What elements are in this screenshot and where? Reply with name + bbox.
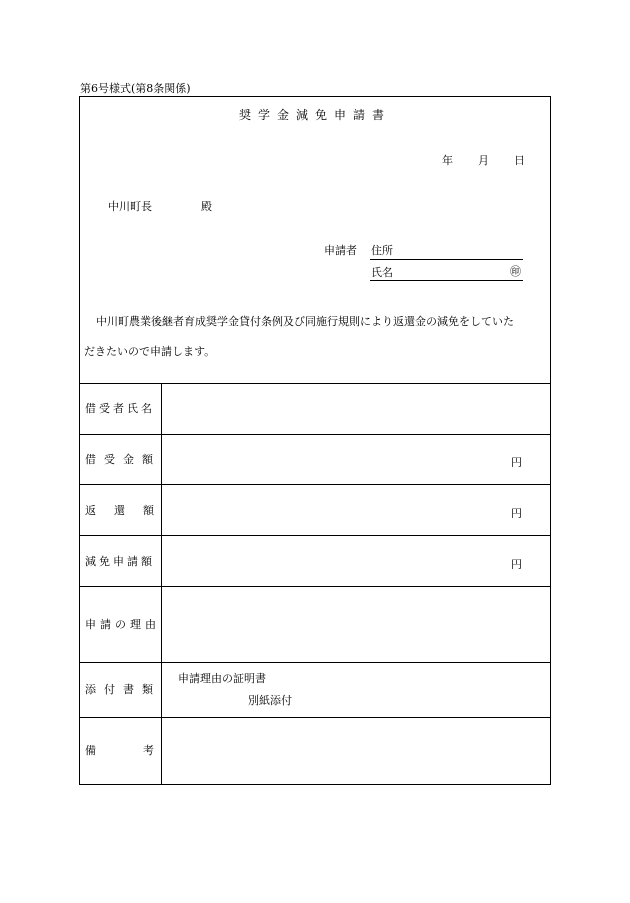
attachments-line1: 申請理由の証明書: [178, 672, 266, 685]
addressee-name: 中川町長: [108, 200, 152, 213]
row-divider: [80, 383, 550, 384]
addressee-honorific: 殿: [201, 200, 212, 213]
form-caption: 第6号様式(第8条関係): [80, 82, 191, 95]
attachments-line2: 別紙添付: [248, 694, 292, 707]
loan-amount-unit: 円: [511, 456, 522, 469]
address-underline: [370, 259, 523, 260]
repayment-amount-unit: 円: [511, 507, 522, 520]
row-divider: [80, 484, 550, 485]
row-divider: [80, 535, 550, 536]
row-divider: [80, 586, 550, 587]
address-label: 住所: [371, 244, 393, 257]
body-text-line2: だきたいので申請します。: [84, 345, 216, 358]
loan-amount-label: 借受金額: [85, 453, 161, 466]
name-label: 氏名: [371, 266, 393, 279]
row-divider: [80, 662, 550, 663]
reduction-amount-unit: 円: [511, 558, 522, 571]
body-text-line1: 中川町農業後継者育成奨学金貸付条例及び同施行規則により返還金の減免をしていた: [96, 315, 514, 328]
remarks-label: 備考: [85, 744, 201, 757]
seal-mark: ㊞: [510, 265, 521, 278]
name-underline: [370, 280, 523, 281]
borrower-name-label: 借受者氏名: [85, 402, 155, 415]
date-day-label: 日: [514, 154, 525, 167]
row-divider: [80, 717, 550, 718]
date-year-label: 年: [442, 154, 453, 167]
applicant-label: 申請者: [324, 244, 357, 257]
column-divider: [161, 383, 162, 784]
repayment-amount-label: 返還額: [85, 504, 172, 517]
reason-label: 申請の理由: [85, 618, 160, 631]
form-title: 奨学金減免申請書: [238, 108, 391, 122]
attachments-label: 添付書類: [85, 683, 161, 696]
reduction-amount-label: 減免申請額: [85, 555, 155, 568]
date-month-label: 月: [478, 154, 489, 167]
application-form: [79, 96, 551, 785]
row-divider: [80, 434, 550, 435]
